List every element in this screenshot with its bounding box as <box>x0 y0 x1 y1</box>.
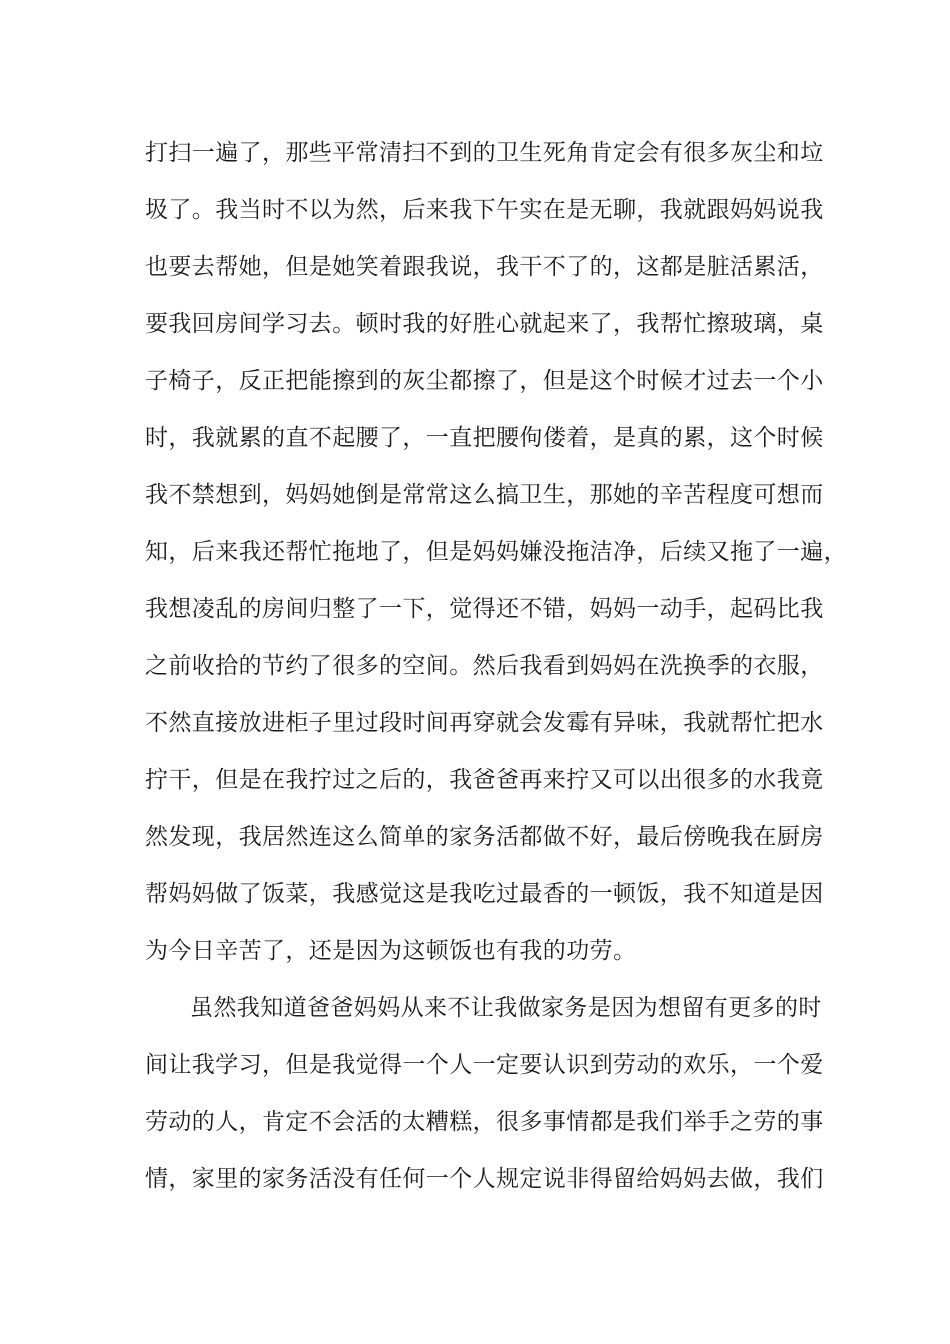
text-line: 拧干，但是在我拧过之后的，我爸爸再来拧又可以出很多的水我竟 <box>145 767 824 793</box>
text-line: 子椅子，反正把能擦到的灰尘都擦了，但是这个时候才过去一个小 <box>145 368 824 394</box>
text-line: 打扫一遍了，那些平常清扫不到的卫生死角肯定会有很多灰尘和垃 <box>145 140 824 166</box>
text-line: 时，我就累的直不起腰了，一直把腰佝偻着，是真的累，这个时候 <box>145 425 824 451</box>
text-line: 帮妈妈做了饭菜，我感觉这是我吃过最香的一顿饭，我不知道是因 <box>145 881 824 907</box>
text-line: 然发现，我居然连这么简单的家务活都做不好，最后傍晚我在厨房 <box>145 824 824 850</box>
text-line: 劳动的人，肯定不会活的太糟糕，很多事情都是我们举手之劳的事 <box>145 1109 824 1135</box>
text-line: 间让我学习，但是我觉得一个人一定要认识到劳动的欢乐，一个爱 <box>145 1052 824 1078</box>
text-line: 我想凌乱的房间归整了一下，觉得还不错，妈妈一动手，起码比我 <box>145 596 824 622</box>
text-line: 为今日辛苦了，还是因为这顿饭也有我的功劳。 <box>145 938 637 964</box>
text-line: 要我回房间学习去。顿时我的好胜心就起来了，我帮忙擦玻璃，桌 <box>145 311 824 337</box>
paragraph-start-line: 虽然我知道爸爸妈妈从来不让我做家务是因为想留有更多的时 <box>190 995 822 1021</box>
text-line: 之前收拾的节约了很多的空间。然后我看到妈妈在洗换季的衣服， <box>145 653 824 679</box>
text-line: 也要去帮她，但是她笑着跟我说，我干不了的，这都是脏活累活， <box>145 254 824 280</box>
text-line: 不然直接放进柜子里过段时间再穿就会发霉有异味，我就帮忙把水 <box>145 710 824 736</box>
text-line: 我不禁想到，妈妈她倒是常常这么搞卫生，那她的辛苦程度可想而 <box>145 482 824 508</box>
text-line: 圾了。我当时不以为然，后来我下午实在是无聊，我就跟妈妈说我 <box>145 197 824 223</box>
text-line: 知，后来我还帮忙拖地了，但是妈妈嫌没拖洁净，后续又拖了一遍， <box>145 539 847 565</box>
text-line: 情，家里的家务活没有任何一个人规定说非得留给妈妈去做，我们 <box>145 1166 824 1192</box>
